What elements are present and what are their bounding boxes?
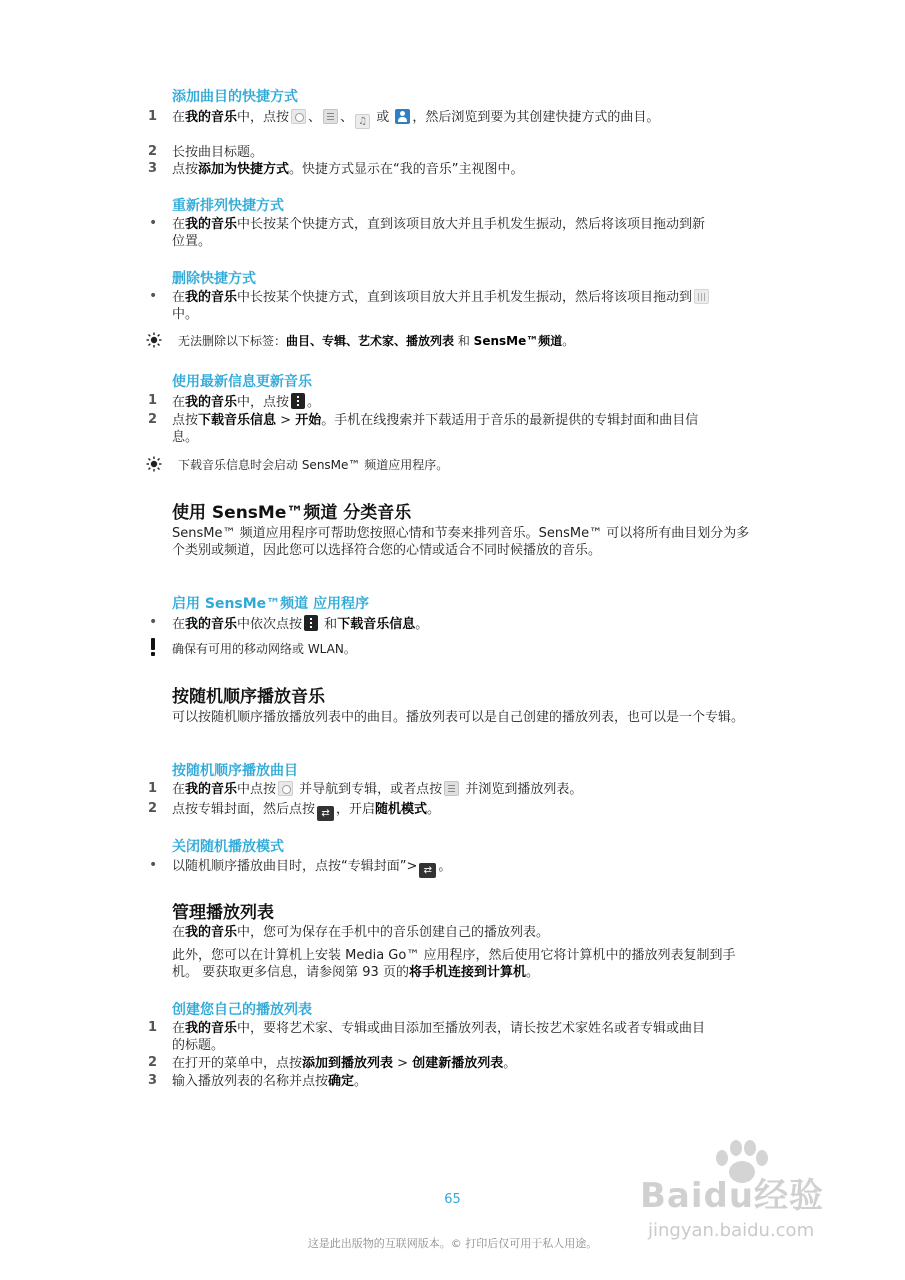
subheading-shuffle-off: 关闭随机播放模式 [172,839,284,855]
trash-icon [694,289,709,304]
bullet-text: 在我的音乐中长按某个快捷方式，直到该项目放大并且手机发生振动，然后将该项目拖动到 中。 [172,289,712,323]
link-connect-computer: 将手机连接到计算机 [408,965,526,980]
my-music-label: 我的音乐 [185,110,238,125]
bullet-text: 在我的音乐中依次点按 和下载音乐信息。 [172,617,429,632]
bullet: • [149,857,158,873]
menu-icon [304,615,318,631]
baidu-watermark [640,1140,860,1260]
step-number: 1 [148,393,158,408]
heading-sensme: 使用 SensMe™频道 分类音乐 [172,503,412,523]
step-number: 3 [148,1073,158,1088]
tip-bulb-icon [146,332,162,348]
subheading-delete-shortcut: 删除快捷方式 [172,271,256,287]
step-text: 在我的音乐中，点按 、 、 ♫ 或 ，然后浏览到要为其创建快捷方式的曲目。 [172,110,660,127]
step-text: 点按添加为快捷方式。快捷方式显示在“我的音乐”主视图中。 [172,162,524,177]
step-number: 2 [148,412,158,427]
step-text: 点按专辑封面，然后点按 ⇄ ，开启随机模式。 [172,802,441,819]
subheading-update-music: 使用最新信息更新音乐 [172,374,312,390]
subheading-enable-sensme: 启用 SensMe™频道 应用程序 [172,596,370,612]
paragraph: 在我的音乐中，您可为保存在手机中的音乐创建自己的播放列表。 [172,925,550,940]
bullet-text: 以随机顺序播放曲目时，点按“专辑封面”> ⇄ 。 [172,859,452,876]
step-text: 在我的音乐中，要将艺术家、专辑或曲目添加至播放列表，请长按艺术家姓名或者专辑或曲目的标题。 [172,1021,706,1053]
step-number: 1 [148,1020,158,1035]
bullet: • [149,288,158,304]
artist-icon [395,109,410,124]
subheading-create-playlist: 创建您自己的播放列表 [172,1002,312,1018]
step-text: 输入播放列表的名称并点按确定。 [172,1074,368,1089]
shuffle-icon: ⇄ [317,806,334,821]
paragraph: SensMe™ 频道应用程序可帮助您按照心情和节奏来排列音乐。SensMe™ 可以将所有曲目划分为多个类别或频道，因此您可以选择符合您的心情或适合不同时候播放的音乐。 [172,526,750,558]
menu-icon [291,393,305,409]
tip-text: 无法删除以下标签：曲目、专辑、艺术家、播放列表 和 SensMe™频道。 [178,334,575,348]
tip-text: 下载音乐信息时会启动 SensMe™ 频道应用程序。 [178,458,449,472]
step-number: 2 [148,144,158,159]
step-text: 长按曲目标题。 [172,145,264,160]
bullet: • [149,614,158,630]
step-number: 1 [148,109,158,124]
page-number: 65 [444,1192,461,1207]
step-text: 在我的音乐中，点按 。 [172,395,321,410]
watermark-url: jingyan.baidu.com [648,1220,815,1241]
album-icon [278,781,293,796]
paragraph: 此外，您可以在计算机上安装 Media Go™ 应用程序，然后使用它将计算机中的播放列表复制到手机。 要获取更多信息，请参阅第 93 页的将手机连接到计算机。 [172,948,736,980]
bullet-text: 在我的音乐中长按某个快捷方式，直到该项目放大并且手机发生振动，然后将该项目拖动到新位置。 [172,217,706,249]
warning-icon [149,638,157,656]
tip-bulb-icon [146,456,162,472]
step-number: 3 [148,161,158,176]
warning-text: 确保有可用的移动网络或 WLAN。 [172,642,356,656]
watermark-brand: Baidu经验 [640,1176,825,1216]
subheading-shuffle-tracks: 按随机顺序播放曲目 [172,763,298,779]
subheading-reorder-shortcut: 重新排列快捷方式 [172,198,284,214]
album-icon [291,109,306,124]
step-number: 2 [148,801,158,816]
bullet: • [149,215,158,231]
playlist-icon [323,109,338,124]
step-text: 点按下载音乐信息 > 开始。手机在线搜索并下载适用于音乐的最新提供的专辑封面和曲目信息。 [172,413,699,445]
heading-playlists: 管理播放列表 [172,903,274,923]
heading-shuffle: 按随机顺序播放音乐 [172,687,325,707]
playlist-icon [444,781,459,796]
step-text: 在打开的菜单中，点按添加到播放列表 > 创建新播放列表。 [172,1056,517,1071]
page-footer: 这是此出版物的互联网版本。© 打印后仅可用于私人用途。 [307,1237,598,1250]
shuffle-icon: ⇄ [419,863,436,878]
note-icon: ♫ [355,114,370,129]
paragraph: 可以按随机顺序播放播放列表中的曲目。播放列表可以是自己创建的播放列表，也可以是一个专辑。 [172,710,745,725]
subheading-add-shortcut: 添加曲目的快捷方式 [172,89,298,105]
step-number: 2 [148,1055,158,1070]
step-text: 在我的音乐中点按 并导航到专辑，或者点按 并浏览到播放列表。 [172,782,583,797]
step-number: 1 [148,781,158,796]
